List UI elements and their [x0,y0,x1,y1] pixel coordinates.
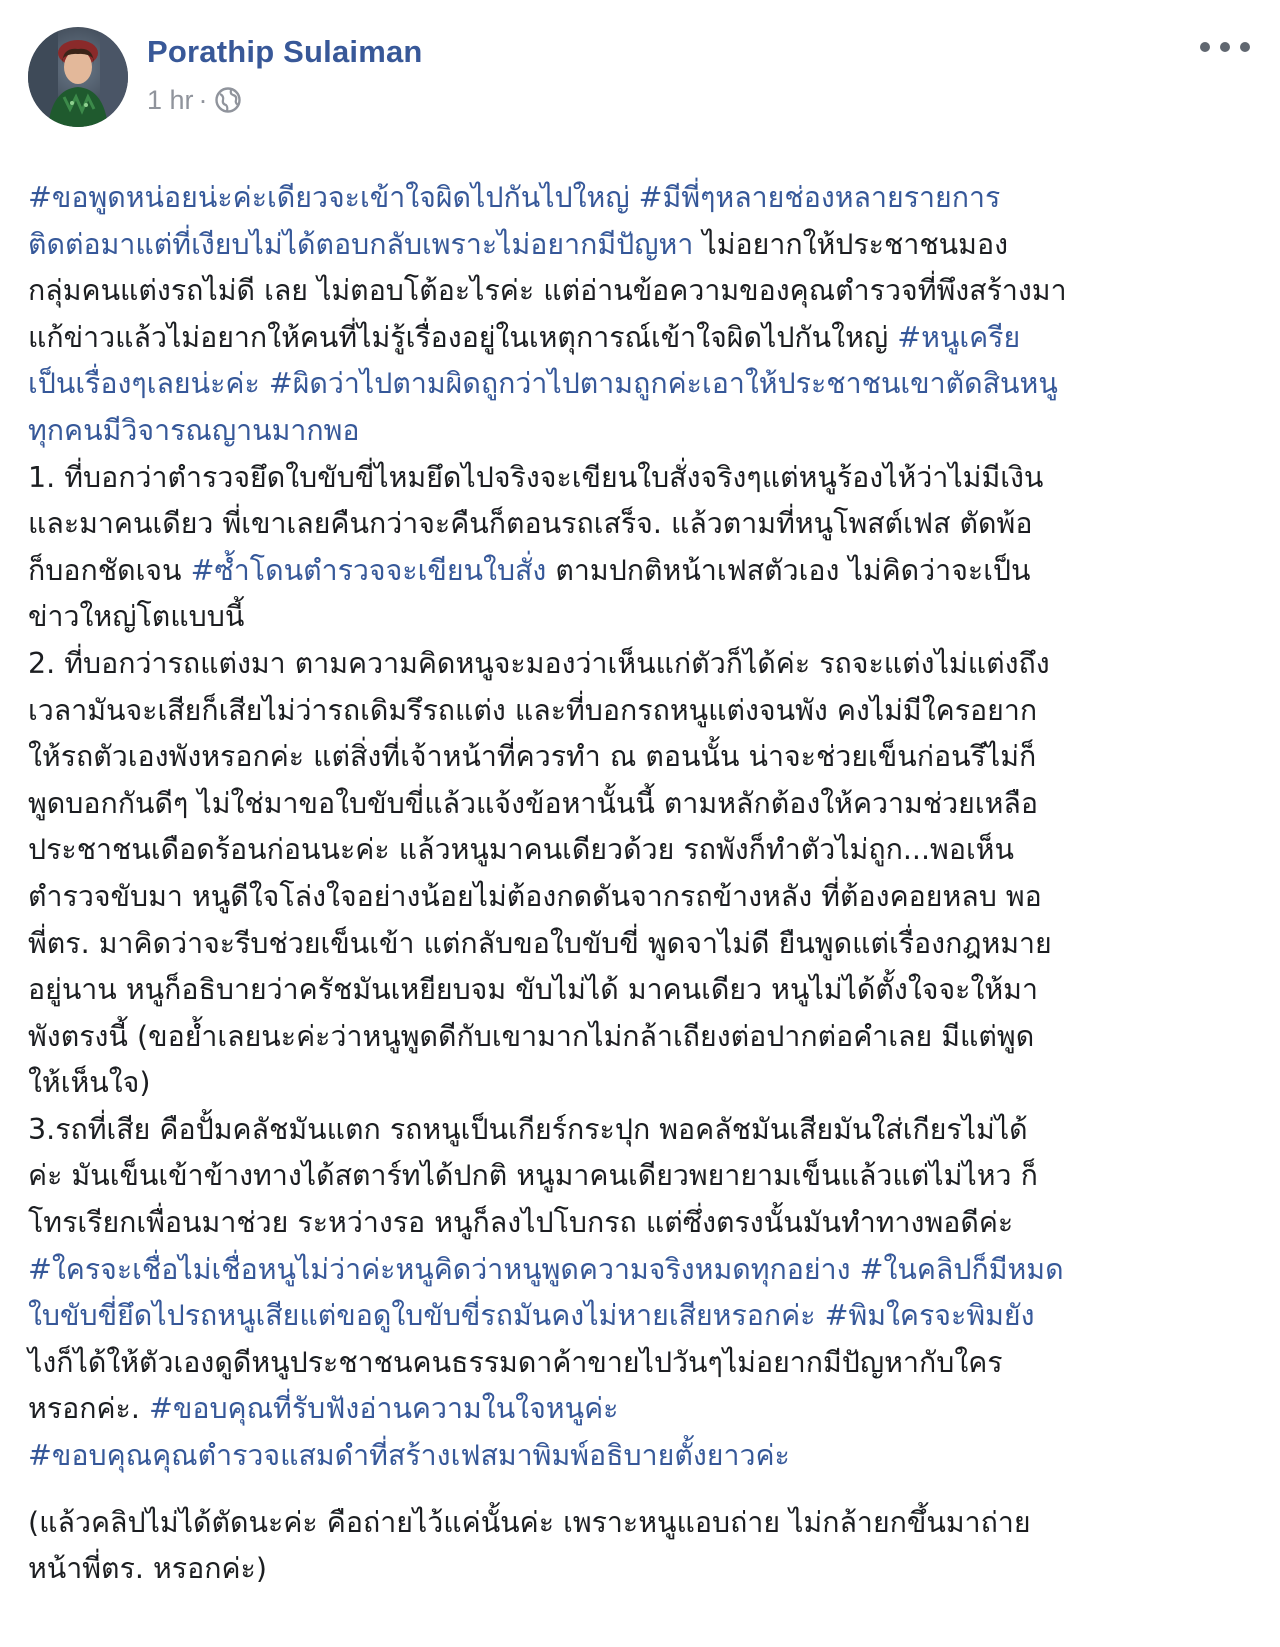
post-timestamp[interactable]: 1 hr [147,85,194,115]
post-text-line [28,1247,1064,1294]
post-text-segment: 3.รถที่เสีย คือปั้มคลัชมันแตก รถหนูเป็นเกียร์กระปุก พอคลัชมันเสียมันใส่เกียรไม่ได้ [28,1112,1028,1146]
post-header [28,26,1250,146]
more-dot [1240,42,1250,52]
post-meta [147,32,423,117]
more-options-button[interactable] [1200,32,1250,62]
post-text-line [28,548,1031,595]
post-text-segment: 1. ที่บอกว่าตำรวจยึดใบขับขี่ไหมยึดไปจริงจะเขียนใบสั่งจริงๆแต่หนูร้องไห้ว่าไม่มีเงิน [28,460,1044,494]
post-text-line [28,408,360,455]
post-text-line [28,688,1037,735]
post-text-line [28,1293,1035,1340]
post-text-segment: พี่ตร. มาคิดว่าจะรีบช่วยเข็นเข้า แต่กลับขอใบขับขี่ พูดจาไม่ดี ยืนพูดแต่เรื่องกฎหมาย [28,926,1052,960]
post-text-line [28,641,1050,688]
post-text-line [28,921,1052,968]
post-text-line [28,1200,1013,1247]
post-text-segment: อยู่นาน หนูก็อธิบายว่าครัชมันเหยียบจม ขับไม่ได้ มาคนเดียว หนูไม่ได้ตั้งใจจะให้มา [28,973,1038,1007]
post-text-segment: โทรเรียกเพื่อนมาช่วย ระหว่างรอ หนูก็ลงไปโบกรถ แต่ซึ่งตรงนั้นมันทำทางพอดีค่ะ [28,1206,1014,1240]
post-text-segment: ให้เห็นใจ) [28,1066,151,1100]
avatar-photo [28,27,128,127]
post-text-line [28,1433,790,1480]
post-footer-text [28,1500,1250,1593]
post-text-line [28,967,1038,1014]
post-text-line [28,501,1032,548]
author-avatar[interactable] [28,27,128,127]
post-text-line [28,1340,1003,1387]
post-text-segment: ค่ะ มันเข็นเข้าข้างทางได้สตาร์ทได้ปกติ หนูมาคนเดียวพยายามเข็นแล้วแต่ไม่ไหว ก็ [28,1159,1038,1193]
more-dot [1220,42,1230,52]
hashtag-link[interactable]: ใบขับขี่ยึดไปรถหนูเสียแต่ขอดูใบขับขี่รถมันคงไม่หายเสียหรอกค่ะ #พิมใครจะพิมยัง [28,1299,1035,1333]
meta-separator: · [198,85,208,115]
post-text-segment: พูดบอกกันดีๆ ไม่ใช่มาขอใบขับขี่แล้วแจ้งข้อหานั้นนี้ ตามหลักต้องให้ความช่วยเหลือ [28,786,1038,820]
post-text-line [28,734,1036,781]
post-text-line [28,1107,1028,1154]
post-text-line [28,1060,150,1107]
more-dot [1200,42,1210,52]
post-text-segment: ให้รถตัวเองพังหรอกค่ะ แต่สิ่งที่เจ้าหน้าที่ควรทำ ณ ตอนนั้น น่าจะช่วยเข็นก่อนรึไม่ก็ [28,740,1037,774]
post-footer-line: (แล้วคลิปไม่ได้ตัดนะค่ะ คือถ่ายไว้แค่นั้นค่ะ เพราะหนูแอบถ่าย ไม่กล้ายกขึ้นมาถ่าย [28,1505,1031,1539]
post-text-segment: เวลามันจะเสียก็เสียไม่ว่ารถเดิมรึรถแต่ง และที่บอกรถหนูแต่งจนพัง คงไม่มีใครอยาก [28,693,1038,727]
post-text-line [28,175,1000,222]
globe-icon[interactable] [213,85,243,115]
hashtag-link[interactable]: #ใครจะเชื่อไม่เชื่อหนูไม่ว่าค่ะหนูคิดว่าหนูพูดความจริงหมดทุกอย่าง #ในคลิปก็มีหมด [28,1252,1064,1286]
post-text-segment: และมาคนเดียว พี่เขาเลยคืนกว่าจะคืนก็ตอนรถเสร็จ. แล้วตามที่หนูโพสต์เฟส ตัดพ้อ [28,507,1033,541]
hashtag-link[interactable]: #ขอบคุณที่รับฟังอ่านความในใจหนูค่ะ [148,1392,619,1426]
post-text-line [28,827,1014,874]
post-text-line [28,315,1020,362]
post-sub-meta [147,83,423,117]
post-text-segment: แก้ข่าวแล้วไม่อยากให้คนที่ไม่รู้เรื่องอยู่ในเหตุการณ์เข้าใจผิดไปกันใหญ่ [28,320,898,354]
post-text-line [28,361,1058,408]
hashtag-link[interactable]: #ขอบคุณคุณตำรวจแสมดำที่สร้างเฟสมาพิมพ์อธิบายตั้งยาวค่ะ [28,1439,790,1473]
post-text-line [28,594,244,641]
post-text-segment: 2. ที่บอกว่ารถแต่งมา ตามความคิดหนูจะมองว่าเห็นแก่ตัวก็ได้ค่ะ รถจะแต่งไม่แต่งถึง [28,646,1050,680]
hashtag-link[interactable]: #ซ้ำโดนตำรวจจะเขียนใบสั่ง [190,553,547,587]
post-text-line [28,222,1008,269]
post-body-text [28,175,1250,1480]
post-text-segment: ไม่อยากให้ประชาชนมอง [702,227,1008,261]
hashtag-link[interactable]: #หนูเครีย [897,320,1021,354]
post-text-line [28,1386,618,1433]
post-text-segment: ก็บอกชัดเจน [28,553,191,587]
post-text-line [28,1014,1034,1061]
paragraph-gap [28,1480,1250,1500]
post-text-line [28,1153,1038,1200]
hashtag-link[interactable]: ติดต่อมาแต่ที่เงียบไม่ได้ตอบกลับเพราะไม่อยากมีปัญหา [28,227,703,261]
post-text-line [28,781,1038,828]
post-text-segment: ข่าวใหญ่โตแบบนี้ [28,600,245,634]
post-text-segment: ตามปกติหน้าเฟสตัวเอง ไม่คิดว่าจะเป็น [546,553,1031,587]
post-footer-line: หน้าพี่ตร. หรอกค่ะ) [28,1552,267,1586]
hashtag-link[interactable]: #ขอพูดหน่อยน่ะค่ะเดียวจะเข้าใจผิดไปกันไปใหญ่ #มีพี่ๆหลายช่องหลายรายการ [28,181,1001,214]
post-text-segment: กลุ่มคนแต่งรถไม่ดี เลย ไม่ตอบโต้อะไรค่ะ แต่อ่านข้อความของคุณตำรวจที่พึงสร้างมา [28,274,1067,308]
post-text-line [28,455,1043,502]
hashtag-link[interactable]: ทุกคนมีวิจารณญานมากพอ [28,413,360,447]
post-text-line [28,874,1042,921]
post-text-segment: ตำรวจขับมา หนูดีใจโล่งใจอย่างน้อยไม่ต้องกดดันจากรถข้างหลัง ที่ต้องคอยหลบ พอ [28,879,1042,913]
post-text-segment: ไงก็ได้ให้ตัวเองดูดีหนูประชาชนคนธรรมดาค้าขายไปวันๆไม่อยากมีปัญหากับใคร [28,1345,1003,1379]
hashtag-link[interactable]: เป็นเรื่องๆเลยน่ะค่ะ #ผิดว่าไปตามผิดถูกว่าไปตามถูกค่ะเอาให้ประชาชนเขาตัดสินหนู [28,367,1058,401]
post-text-segment: ประชาชนเดือดร้อนก่อนนะค่ะ แล้วหนูมาคนเดียวด้วย รถพังก็ทำตัวไม่ถูก...พอเห็น [28,833,1014,867]
post-text-segment: หรอกค่ะ. [28,1392,149,1426]
author-name[interactable]: Porathip Sulaiman [147,34,423,69]
post-text-segment: พังตรงนี้ (ขอย้ำเลยนะค่ะว่าหนูพูดดีกับเขามากไม่กล้าเถียงต่อปากต่อคำเลย มีแต่พูด [28,1019,1035,1053]
post-text-line [28,268,1067,315]
